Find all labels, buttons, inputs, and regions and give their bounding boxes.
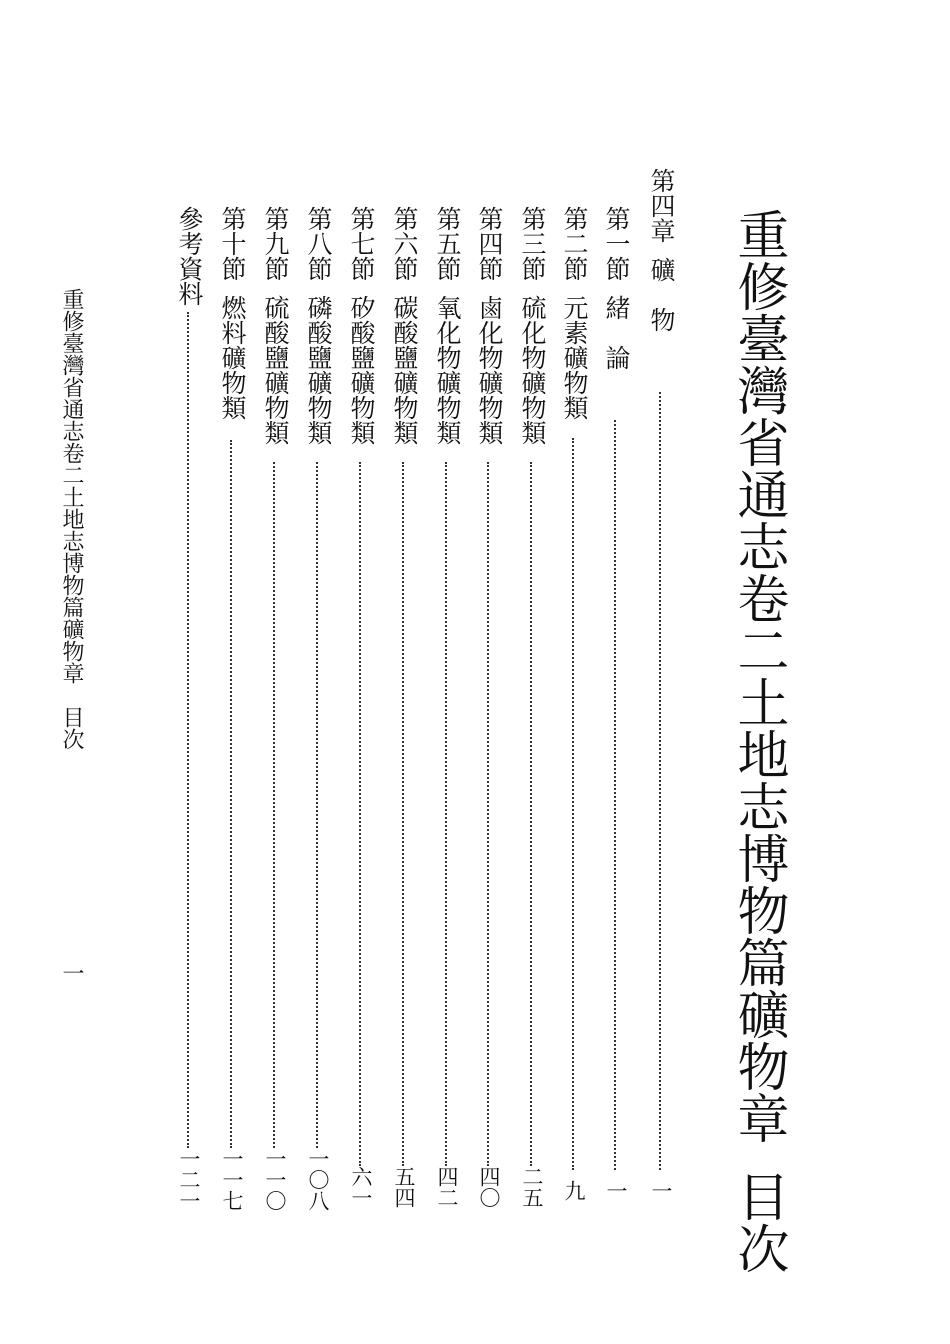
toc-leader [187, 312, 193, 1148]
toc-name: 鹵化物礦物類 [475, 295, 504, 445]
toc-page: 一二一 [177, 1148, 201, 1211]
running-header [56, 288, 86, 750]
toc-page: 一一七 [220, 1148, 244, 1211]
toc-name: 硫酸鹽礦物類 [261, 295, 290, 445]
toc-page: 四二 [435, 1166, 459, 1208]
toc-page: 五四 [392, 1166, 416, 1208]
toc-leader [402, 462, 408, 1166]
toc-label: 第二節 [560, 206, 589, 281]
toc-label: 第六節 [390, 206, 419, 281]
toc-page: 一 [649, 1180, 673, 1201]
toc-name: 礦 物 [647, 257, 676, 332]
toc-page: 九 [562, 1180, 586, 1201]
page-title [728, 208, 788, 1274]
toc-label: 第十節 [218, 206, 247, 281]
toc-label: 第八節 [304, 206, 333, 281]
toc-leader [487, 462, 493, 1166]
toc-name: 元素礦物類 [560, 295, 589, 420]
toc-entry[interactable] [301, 206, 335, 445]
title-main: 重修臺灣省通志卷二土地志博物篇礦物章 [728, 208, 788, 1144]
toc-page: 四〇 [477, 1166, 501, 1208]
toc-page: 一〇八 [306, 1148, 330, 1211]
toc-leader [230, 440, 236, 1148]
toc-entry[interactable] [430, 206, 464, 445]
running-header-title: 重修臺灣省通志卷二土地志博物篇礦物章 [59, 288, 84, 684]
toc-leader [530, 462, 536, 1166]
toc-label: 第五節 [433, 206, 462, 281]
toc-leader [572, 438, 578, 1170]
toc-name: 磷酸鹽礦物類 [304, 295, 333, 445]
toc-name: 燃料礦物類 [218, 295, 247, 420]
toc-entry[interactable] [387, 206, 421, 445]
toc-label: 第四節 [475, 206, 504, 281]
running-header-section: 目次 [59, 706, 84, 750]
toc-leader [659, 392, 665, 1170]
toc-label: 第九節 [261, 206, 290, 281]
toc-label: 第七節 [347, 206, 376, 281]
toc-chapter[interactable] [644, 168, 678, 332]
toc-name: 硫化物礦物類 [518, 295, 547, 445]
toc-name: 矽酸鹽礦物類 [347, 295, 376, 445]
toc-leader [359, 462, 365, 1166]
toc-label: 第三節 [518, 206, 547, 281]
toc-leader [614, 420, 620, 1170]
toc-entry[interactable] [344, 206, 378, 445]
toc-page: 一 [604, 1180, 628, 1201]
toc-page: 二五 [520, 1166, 544, 1208]
toc-entry[interactable] [258, 206, 292, 445]
toc-entry[interactable] [599, 206, 633, 370]
toc-entry[interactable] [515, 206, 549, 445]
title-suffix: 目次 [728, 1170, 788, 1274]
page-number: 一 [59, 962, 84, 984]
toc-entry[interactable] [215, 206, 249, 420]
toc-name: 氧化物礦物類 [433, 295, 462, 445]
toc-references[interactable] [172, 206, 206, 306]
toc-leader [445, 462, 451, 1166]
toc-label: 第一節 [602, 206, 631, 281]
toc-label: 第四章 [647, 168, 676, 243]
toc-name: 碳酸鹽礦物類 [390, 295, 419, 445]
toc-entry[interactable] [557, 206, 591, 420]
toc-entry[interactable] [472, 206, 506, 445]
toc-page: 六一 [349, 1166, 373, 1208]
toc-label: 參考資料 [175, 206, 204, 306]
toc-name: 緒 論 [602, 295, 631, 370]
toc-leader [316, 462, 322, 1148]
toc-page: 一一〇 [263, 1148, 287, 1211]
toc-leader [273, 462, 279, 1148]
